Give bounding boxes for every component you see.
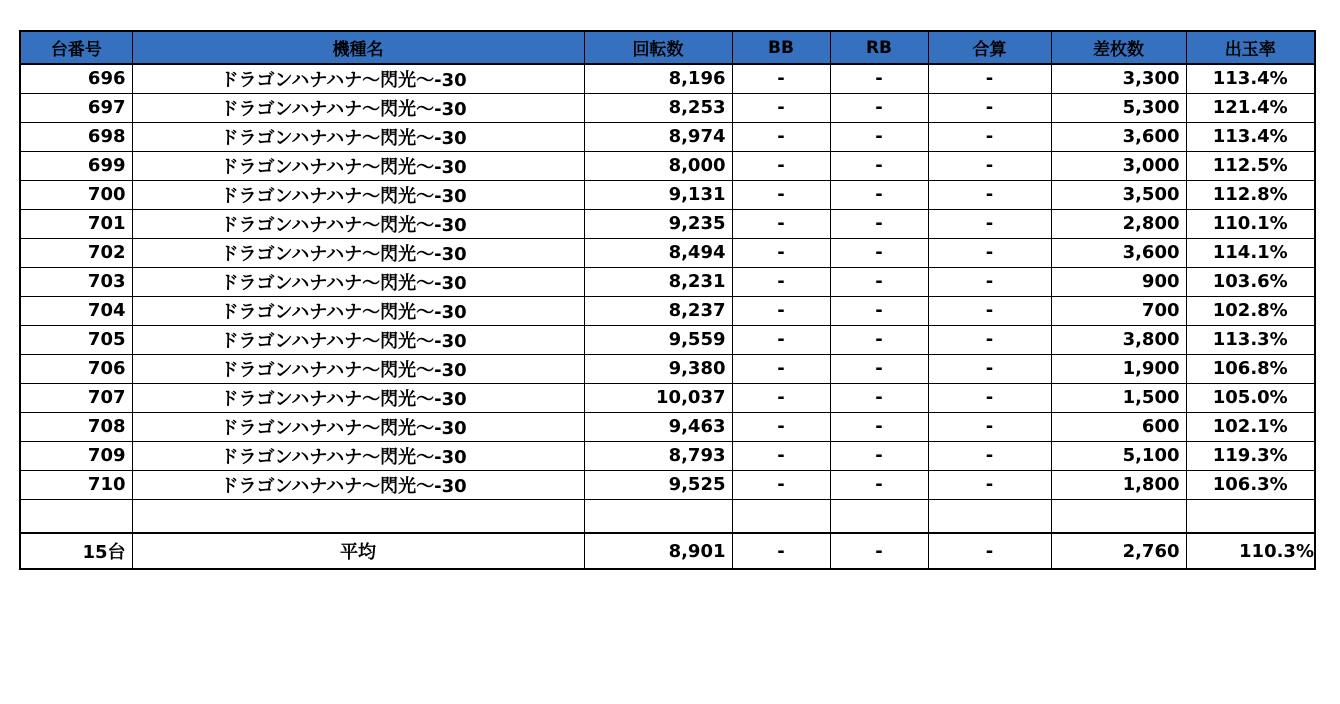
cell-rb: -	[830, 470, 928, 499]
cell-machine-name: ドラゴンハナハナ～閃光～-30	[132, 93, 584, 122]
cell-spins: 9,559	[584, 325, 732, 354]
cell-machine-name: ドラゴンハナハナ～閃光～-30	[132, 383, 584, 412]
cell-payout-rate: 106.3%	[1186, 470, 1315, 499]
cell-bb: -	[732, 238, 830, 267]
cell-difference: 3,300	[1051, 64, 1186, 93]
cell-rb: -	[830, 180, 928, 209]
summary-rb: -	[830, 533, 928, 569]
cell-machine-number: 702	[20, 238, 132, 267]
cell-difference: 1,900	[1051, 354, 1186, 383]
cell-payout-rate: 113.3%	[1186, 325, 1315, 354]
cell-machine-name: ドラゴンハナハナ～閃光～-30	[132, 151, 584, 180]
cell-spins: 8,793	[584, 441, 732, 470]
cell-combined: -	[928, 267, 1051, 296]
blank-cell	[732, 499, 830, 533]
summary-payout-rate: 110.3%	[1186, 533, 1315, 569]
cell-rb: -	[830, 354, 928, 383]
cell-payout-rate: 113.4%	[1186, 122, 1315, 151]
cell-difference: 3,500	[1051, 180, 1186, 209]
cell-rb: -	[830, 441, 928, 470]
cell-difference: 1,800	[1051, 470, 1186, 499]
cell-bb: -	[732, 470, 830, 499]
blank-cell	[132, 499, 584, 533]
summary-combined: -	[928, 533, 1051, 569]
cell-bb: -	[732, 209, 830, 238]
cell-difference: 3,600	[1051, 238, 1186, 267]
header-spins: 回転数	[584, 31, 732, 64]
header-row	[20, 31, 1315, 64]
machine-data-table	[19, 30, 1316, 570]
cell-difference: 1,500	[1051, 383, 1186, 412]
blank-cell	[1186, 499, 1315, 533]
table-row	[20, 412, 1315, 441]
cell-machine-name: ドラゴンハナハナ～閃光～-30	[132, 470, 584, 499]
header-machine-name: 機種名	[132, 31, 584, 64]
table-row	[20, 267, 1315, 296]
cell-machine-number: 710	[20, 470, 132, 499]
cell-bb: -	[732, 296, 830, 325]
cell-payout-rate: 110.1%	[1186, 209, 1315, 238]
cell-difference: 600	[1051, 412, 1186, 441]
table-row	[20, 325, 1315, 354]
cell-machine-number: 700	[20, 180, 132, 209]
cell-payout-rate: 102.1%	[1186, 412, 1315, 441]
summary-row	[20, 533, 1315, 569]
table-row	[20, 93, 1315, 122]
cell-rb: -	[830, 267, 928, 296]
cell-spins: 8,231	[584, 267, 732, 296]
cell-rb: -	[830, 209, 928, 238]
header-machine-number: 台番号	[20, 31, 132, 64]
cell-bb: -	[732, 383, 830, 412]
cell-spins: 9,463	[584, 412, 732, 441]
cell-bb: -	[732, 122, 830, 151]
cell-machine-name: ドラゴンハナハナ～閃光～-30	[132, 412, 584, 441]
cell-combined: -	[928, 209, 1051, 238]
cell-machine-number: 704	[20, 296, 132, 325]
cell-machine-name: ドラゴンハナハナ～閃光～-30	[132, 238, 584, 267]
cell-payout-rate: 114.1%	[1186, 238, 1315, 267]
cell-machine-number: 697	[20, 93, 132, 122]
cell-machine-name: ドラゴンハナハナ～閃光～-30	[132, 441, 584, 470]
cell-difference: 2,800	[1051, 209, 1186, 238]
cell-difference: 700	[1051, 296, 1186, 325]
cell-machine-number: 703	[20, 267, 132, 296]
table-row	[20, 122, 1315, 151]
cell-bb: -	[732, 180, 830, 209]
cell-machine-number: 698	[20, 122, 132, 151]
cell-bb: -	[732, 267, 830, 296]
cell-rb: -	[830, 412, 928, 441]
cell-machine-name: ドラゴンハナハナ～閃光～-30	[132, 296, 584, 325]
cell-payout-rate: 112.5%	[1186, 151, 1315, 180]
cell-spins: 10,037	[584, 383, 732, 412]
cell-difference: 5,100	[1051, 441, 1186, 470]
cell-combined: -	[928, 441, 1051, 470]
cell-difference: 3,600	[1051, 122, 1186, 151]
cell-bb: -	[732, 412, 830, 441]
cell-rb: -	[830, 383, 928, 412]
table-row	[20, 441, 1315, 470]
header-difference: 差枚数	[1051, 31, 1186, 64]
cell-machine-name: ドラゴンハナハナ～閃光～-30	[132, 122, 584, 151]
blank-cell	[1051, 499, 1186, 533]
cell-combined: -	[928, 122, 1051, 151]
header-payout-rate: 出玉率	[1186, 31, 1315, 64]
cell-machine-number: 706	[20, 354, 132, 383]
cell-bb: -	[732, 325, 830, 354]
cell-payout-rate: 113.4%	[1186, 64, 1315, 93]
cell-spins: 8,237	[584, 296, 732, 325]
cell-combined: -	[928, 383, 1051, 412]
cell-payout-rate: 102.8%	[1186, 296, 1315, 325]
table-row	[20, 238, 1315, 267]
cell-payout-rate: 106.8%	[1186, 354, 1315, 383]
cell-machine-name: ドラゴンハナハナ～閃光～-30	[132, 64, 584, 93]
cell-combined: -	[928, 180, 1051, 209]
cell-machine-name: ドラゴンハナハナ～閃光～-30	[132, 209, 584, 238]
header-rb: RB	[830, 31, 928, 64]
cell-combined: -	[928, 354, 1051, 383]
cell-machine-number: 707	[20, 383, 132, 412]
cell-combined: -	[928, 238, 1051, 267]
cell-machine-number: 709	[20, 441, 132, 470]
cell-bb: -	[732, 64, 830, 93]
data-table-container	[19, 30, 1316, 570]
blank-cell	[20, 499, 132, 533]
table-row	[20, 151, 1315, 180]
cell-spins: 8,000	[584, 151, 732, 180]
cell-machine-number: 696	[20, 64, 132, 93]
table-row	[20, 354, 1315, 383]
cell-rb: -	[830, 238, 928, 267]
cell-combined: -	[928, 151, 1051, 180]
cell-combined: -	[928, 64, 1051, 93]
cell-spins: 9,131	[584, 180, 732, 209]
cell-bb: -	[732, 441, 830, 470]
cell-payout-rate: 105.0%	[1186, 383, 1315, 412]
cell-rb: -	[830, 296, 928, 325]
cell-machine-name: ドラゴンハナハナ～閃光～-30	[132, 180, 584, 209]
summary-spins: 8,901	[584, 533, 732, 569]
table-row	[20, 209, 1315, 238]
cell-payout-rate: 112.8%	[1186, 180, 1315, 209]
cell-spins: 9,525	[584, 470, 732, 499]
cell-rb: -	[830, 151, 928, 180]
cell-combined: -	[928, 93, 1051, 122]
cell-spins: 8,974	[584, 122, 732, 151]
cell-spins: 8,253	[584, 93, 732, 122]
cell-spins: 8,196	[584, 64, 732, 93]
table-row	[20, 383, 1315, 412]
summary-count: 15台	[20, 533, 132, 569]
table-row	[20, 470, 1315, 499]
cell-machine-number: 699	[20, 151, 132, 180]
cell-combined: -	[928, 325, 1051, 354]
cell-rb: -	[830, 325, 928, 354]
header-bb: BB	[732, 31, 830, 64]
cell-machine-name: ドラゴンハナハナ～閃光～-30	[132, 325, 584, 354]
cell-machine-name: ドラゴンハナハナ～閃光～-30	[132, 354, 584, 383]
cell-payout-rate: 119.3%	[1186, 441, 1315, 470]
blank-cell	[830, 499, 928, 533]
table-row	[20, 180, 1315, 209]
cell-machine-number: 708	[20, 412, 132, 441]
cell-machine-name: ドラゴンハナハナ～閃光～-30	[132, 267, 584, 296]
cell-payout-rate: 121.4%	[1186, 93, 1315, 122]
cell-bb: -	[732, 354, 830, 383]
cell-rb: -	[830, 122, 928, 151]
summary-difference: 2,760	[1051, 533, 1186, 569]
table-row	[20, 64, 1315, 93]
header-combined: 合算	[928, 31, 1051, 64]
cell-machine-number: 705	[20, 325, 132, 354]
cell-difference: 900	[1051, 267, 1186, 296]
table-body	[20, 64, 1315, 499]
cell-rb: -	[830, 93, 928, 122]
cell-bb: -	[732, 151, 830, 180]
blank-row	[20, 499, 1315, 533]
cell-difference: 3,000	[1051, 151, 1186, 180]
cell-rb: -	[830, 64, 928, 93]
cell-spins: 9,235	[584, 209, 732, 238]
cell-spins: 9,380	[584, 354, 732, 383]
summary-label: 平均	[132, 533, 584, 569]
summary-bb: -	[732, 533, 830, 569]
cell-payout-rate: 103.6%	[1186, 267, 1315, 296]
blank-cell	[928, 499, 1051, 533]
blank-cell	[584, 499, 732, 533]
cell-bb: -	[732, 93, 830, 122]
cell-machine-number: 701	[20, 209, 132, 238]
cell-difference: 5,300	[1051, 93, 1186, 122]
cell-combined: -	[928, 412, 1051, 441]
cell-combined: -	[928, 296, 1051, 325]
cell-combined: -	[928, 470, 1051, 499]
cell-difference: 3,800	[1051, 325, 1186, 354]
table-row	[20, 296, 1315, 325]
cell-spins: 8,494	[584, 238, 732, 267]
